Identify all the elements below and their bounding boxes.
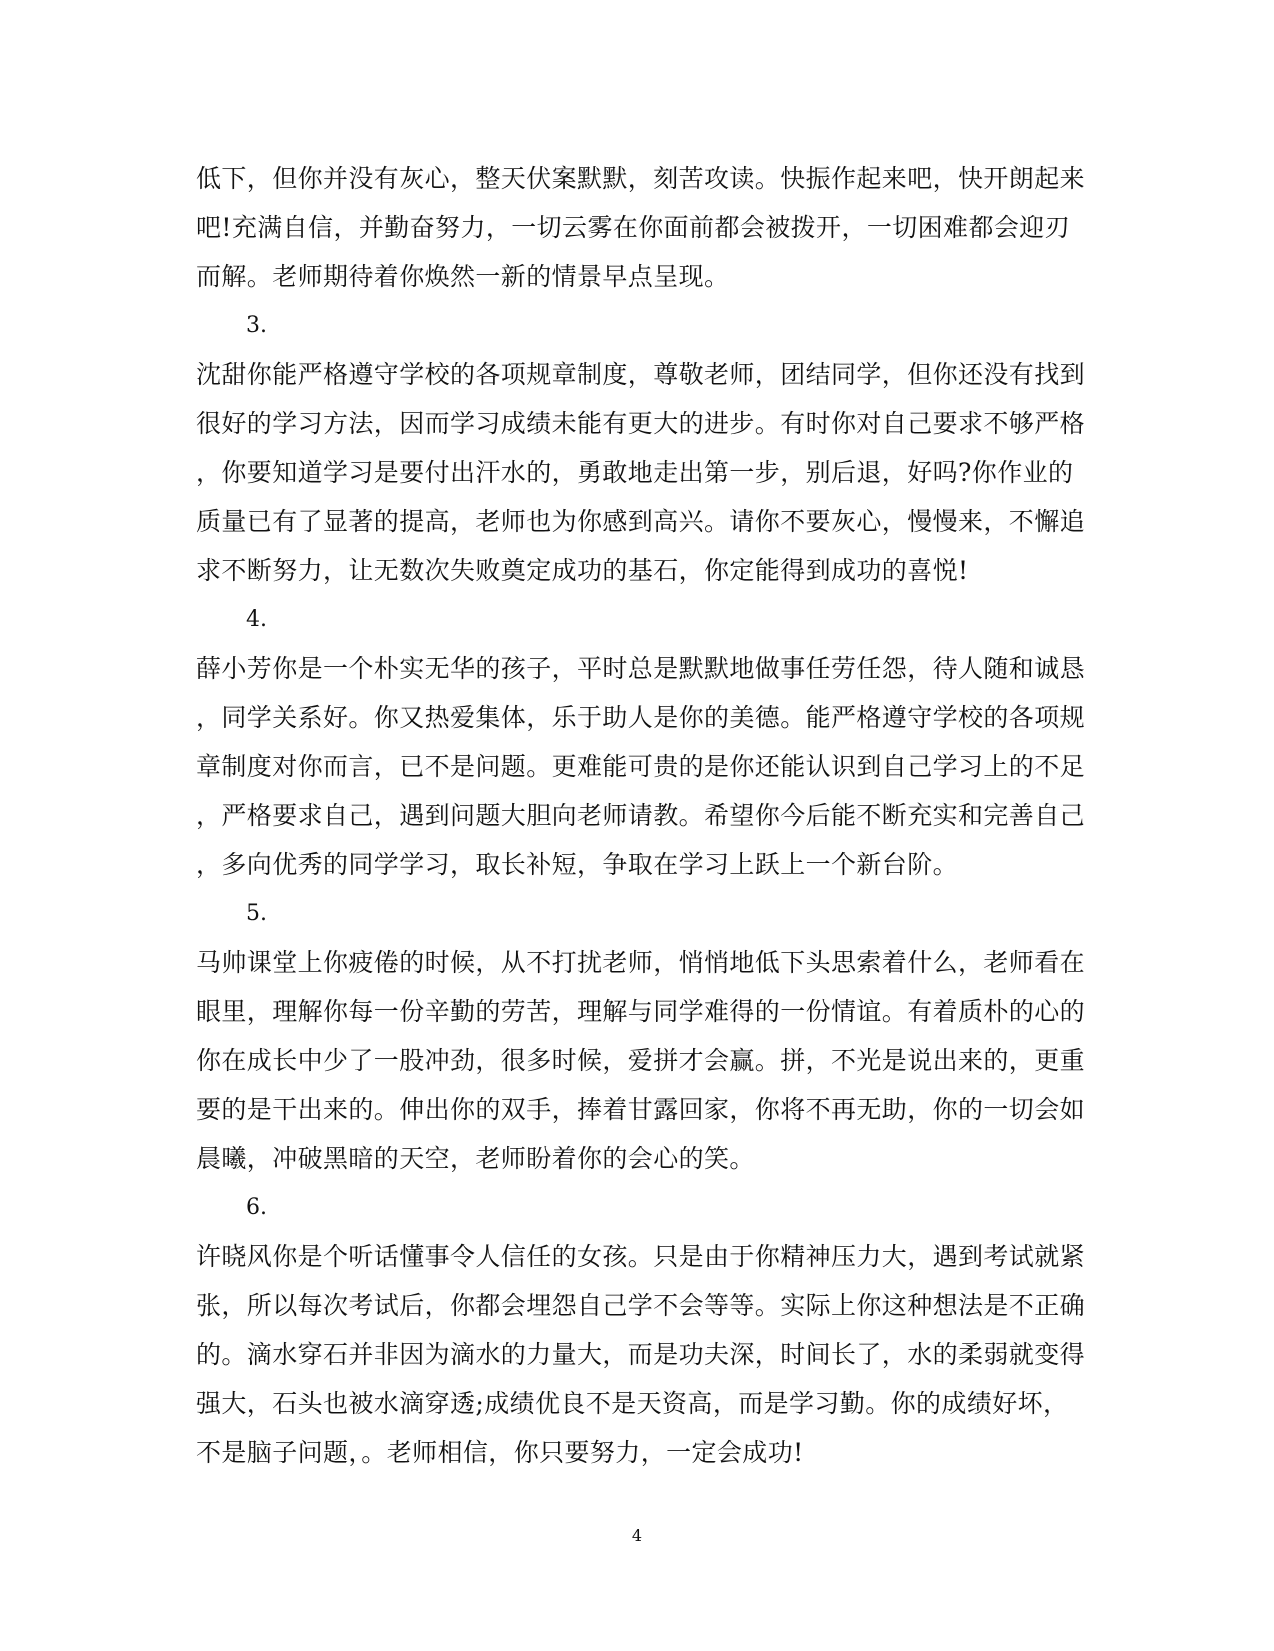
text-line: 许晓风你是个听话懂事令人信任的女孩。只是由于你精神压力大，遇到考试就紧	[196, 1242, 1086, 1271]
page-number: 4	[631, 1526, 643, 1545]
text-line: 马帅课堂上你疲倦的时候，从不打扰老师，悄悄地低下头思索着什么，老师看在	[196, 948, 1086, 977]
text-line: ，多向优秀的同学学习，取长补短，争取在学习上跃上一个新台阶。	[196, 850, 959, 879]
text-line: 而解。老师期待着你焕然一新的情景早点呈现。	[196, 262, 730, 291]
text-line: 章制度对你而言，已不是问题。更难能可贵的是你还能认识到自己学习上的不足	[196, 752, 1086, 781]
document-body	[196, 154, 1086, 1477]
item-number: 6.	[246, 1195, 267, 1220]
text-line: 薛小芳你是一个朴实无华的孩子，平时总是默默地做事任劳任怨，待人随和诚恳	[196, 654, 1086, 683]
text-line: ，严格要求自己，遇到问题大胆向老师请教。希望你今后能不断充实和完善自己	[196, 801, 1086, 830]
text-line: 低下，但你并没有灰心，整天伏案默默，刻苦攻读。快振作起来吧，快开朗起来	[196, 164, 1086, 193]
text-line: 强大，石头也被水滴穿透;成绩优良不是天资高，而是学习勤。你的成绩好坏，	[196, 1389, 1069, 1418]
text-line: 要的是干出来的。伸出你的双手，捧着甘露回家，你将不再无助，你的一切会如	[196, 1095, 1086, 1124]
text-line: 很好的学习方法，因而学习成绩未能有更大的进步。有时你对自己要求不够严格	[196, 409, 1086, 438]
text-line: 张，所以每次考试后，你都会埋怨自己学不会等等。实际上你这种想法是不正确	[196, 1291, 1086, 1320]
text-line: 质量已有了显著的提高，老师也为你感到高兴。请你不要灰心，慢慢来，不懈追	[196, 507, 1086, 536]
text-line: 的。滴水穿石并非因为滴水的力量大，而是功夫深，时间长了，水的柔弱就变得	[196, 1340, 1086, 1369]
text-line: 沈甜你能严格遵守学校的各项规章制度，尊敬老师，团结同学，但你还没有找到	[196, 360, 1086, 389]
text-line: 眼里，理解你每一份辛勤的劳苦，理解与同学难得的一份情谊。有着质朴的心的	[196, 997, 1086, 1026]
text-line: ，同学关系好。你又热爱集体，乐于助人是你的美德。能严格遵守学校的各项规	[196, 703, 1086, 732]
text-line: 求不断努力，让无数次失败奠定成功的基石，你定能得到成功的喜悦!	[196, 556, 969, 585]
text-line: ，你要知道学习是要付出汗水的，勇敢地走出第一步，别后退，好吗?你作业的	[196, 458, 1074, 487]
text-line: 晨曦，冲破黑暗的天空，老师盼着你的会心的笑。	[196, 1144, 755, 1173]
text-line: 吧!充满自信，并勤奋努力，一切云雾在你面前都会被拨开，一切困难都会迎刃	[196, 213, 1071, 242]
item-number: 4.	[246, 607, 267, 632]
item-number: 3.	[246, 313, 267, 338]
text-line: 你在成长中少了一股冲劲，很多时候，爱拼才会赢。拼，不光是说出来的，更重	[196, 1046, 1086, 1075]
text-line: 不是脑子问题，。老师相信，你只要努力，一定会成功!	[196, 1438, 804, 1467]
item-number: 5.	[246, 901, 267, 926]
